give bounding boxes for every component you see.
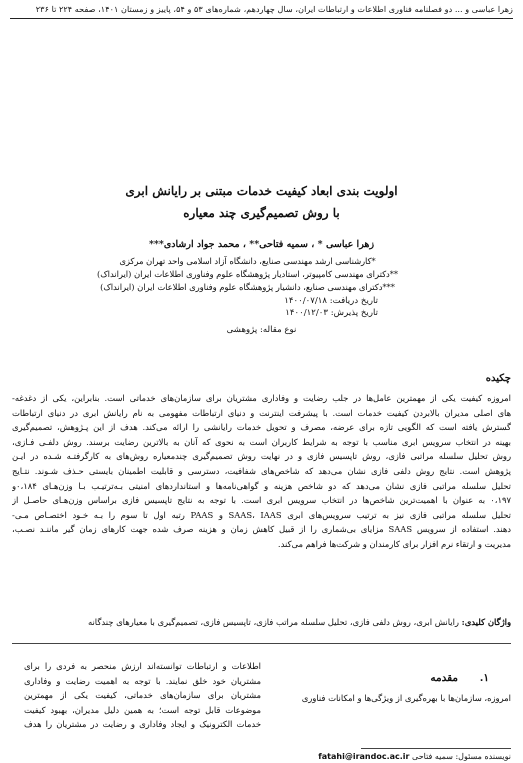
running-header: زهرا عباسی و ... دو فصلنامه فناوری اطلاعات و ارتباطات ایران، سال چهاردهم، شماره‌های ۵۳ و ۵۴، پاییز و زمستان ۱۴۰۱، صفحه ۲۲۴ تا ۲۳۶	[10, 4, 513, 19]
keywords	[12, 617, 511, 627]
body-line: موضوعات قابل توجه است؛ به همین دلیل مدیران، بهبود کیفیت	[24, 704, 261, 715]
body-line: مشتریان برای سازمان‌های خدماتی، کیفیت یکی از مهمترین	[24, 690, 261, 701]
keywords-label: واژگان کلیدی:	[461, 617, 511, 627]
abstract-line: گسترش یافته است که الگویی تازه برای عرضه، مصرف و تحویل خدمات رایانشی را ارائه می‌کند. هدف از این پـژوهش، تصمیم‌گیری	[12, 422, 511, 433]
keywords-text: رایانش ابری، روش دلفی فازی، تحلیل سلسله مراتب فازی، تاپسیس فازی، تصمیم‌گیری با معیارهای چندگانه	[87, 617, 459, 627]
paper-title-line-1: اولویت بندی ابعاد کیفیت خدمات مبتنی بر رایانش ابری	[125, 184, 398, 198]
section-heading	[274, 671, 489, 687]
body-line: خدمات الکترونیک و ایجاد وفاداری و رضایت در مشتریان را هدف	[24, 719, 261, 730]
article-type: نوع مقاله: پژوهشی	[226, 325, 297, 335]
abstract-heading: چکیده	[485, 373, 511, 384]
abstract-line: های اصلی مدیران بالابردن کیفیت خدمات است. با پیشرفت اینترنت و دنیای ارتباطات مفهومی به نام رایانش ابری در دنیای ارتباطات	[12, 407, 511, 418]
abstract-line: پژوهش است. نتایج روش دلفی فازی نشان می‌دهد که شاخص‌های شفافیت، دسترسی و قابلیت اطمینان بایستی حـذف شـوند. نتـایج	[12, 465, 511, 476]
title-block	[30, 180, 493, 224]
abstract-divider	[12, 643, 511, 644]
corresponding-author: نویسنده مسئول: سمیه فتاحی	[412, 752, 511, 761]
footnote	[318, 752, 511, 761]
received-date: تاریخ دریافت: ۱۴۰۰/۰۷/۱۸	[284, 296, 378, 306]
left-column	[24, 659, 261, 732]
intro-first-line: امروزه، سازمان‌ها با بهره‌گیری از ویژگی‌ها و امکانات فناوری	[301, 693, 511, 703]
section-number: ۱.	[479, 672, 489, 684]
footnote-divider	[361, 748, 511, 749]
abstract-line: تحلیل سلسله مراتبی فازی نشان می‌دهد که دو شاخص هزینه و گواهی‌نامه‌ها و استانداردهای امنیتی بـه‌ترتیـب بـا وزن‌هـای ۰،۱۸۴و	[12, 480, 511, 491]
affiliation-2: **دکترای مهندسی کامپیوتر، استادیار پژوهشگاه علوم وفناوری اطلاعات ایران (ایرانداک)	[96, 269, 399, 279]
abstract-line: بهینه در انتخاب سرویس ابری مناسب با توجه به شرایط کاربران است به نحوی که آنان به بالاترین رضایت برسند. روش دلفـی فـازی،	[12, 436, 511, 447]
authors: زهرا عباسی * ، سمیه فتاحی** ، محمد جواد ارشادی***	[148, 239, 375, 250]
abstract-line: روش تحلیل سلسله مراتبی فازی، روش تاپسیس فازی و در نهایت روش تصمیم‌گیری چندمعیاره روش‌های به کارگرفتـه شـده در ایـن	[12, 451, 511, 462]
affiliation-1: *کارشناسی ارشد مهندسی صنایع، دانشگاه آزاد اسلامی واحد تهران مرکزی	[119, 256, 376, 266]
author-email-link[interactable]: fatahi@irandoc.ac.ir	[318, 752, 410, 761]
abstract-line: ۰،۱۹۷ به عنوان با اهمیت‌ترین شاخص‌ها در انتخاب سرویس ابری است. با توجه به نتایج تاپسیس فازی براساس وزن‌هـای حاصـل از	[12, 495, 511, 506]
affiliation-3: ***دکترای مهندسی صنایع، دانشیار پژوهشگاه علوم وفناوری اطلاعات ایران (ایرانداک)	[100, 282, 395, 292]
abstract-line: دهند. استفاده از سرویس SAAS مزایای بی‌شماری را از قبیل کاهش زمان و هزینه صرف شده جهت کارهای زمان گیر ماننـد نصـب،	[12, 524, 511, 535]
body-line: اطلاعات و ارتباطات توانسته‌اند ارزش منحصر به فردی را برای	[24, 661, 261, 671]
abstract-body	[12, 391, 511, 552]
abstract-line: مدیریت و ارتقاء نرم افزار برای کارمندان و شرکت‌ها فراهم می‌کند.	[277, 538, 511, 549]
section-title: مقدمه	[430, 672, 459, 684]
body-line: مشتریان خود خلق نمایند. با توجه به اهمیت رضایت و وفاداری	[24, 675, 261, 686]
dates	[284, 295, 378, 319]
abstract-line: امروزه کیفیت یکی از مهمترین عامل‌ها در جلب رضایت و وفاداری مشتریان برای سازمان‌های خدماتی است. بنابراین، یکی از دغدغه-	[12, 393, 511, 403]
abstract-line: تحلیل سلسله مراتبی فازی نیز به ترتیب سرویس‌های ابری SAAS، IAAS و PAAS رتبه اول تا سوم را بـه خـود اختصـاص مـی-	[12, 509, 511, 520]
paper-title-line-2: با روش تصمیم‌گیری چند معیاره	[183, 206, 340, 220]
accepted-date: تاریخ پذیرش: ۱۴۰۰/۱۲/۰۳	[285, 308, 378, 318]
right-column	[274, 653, 511, 706]
